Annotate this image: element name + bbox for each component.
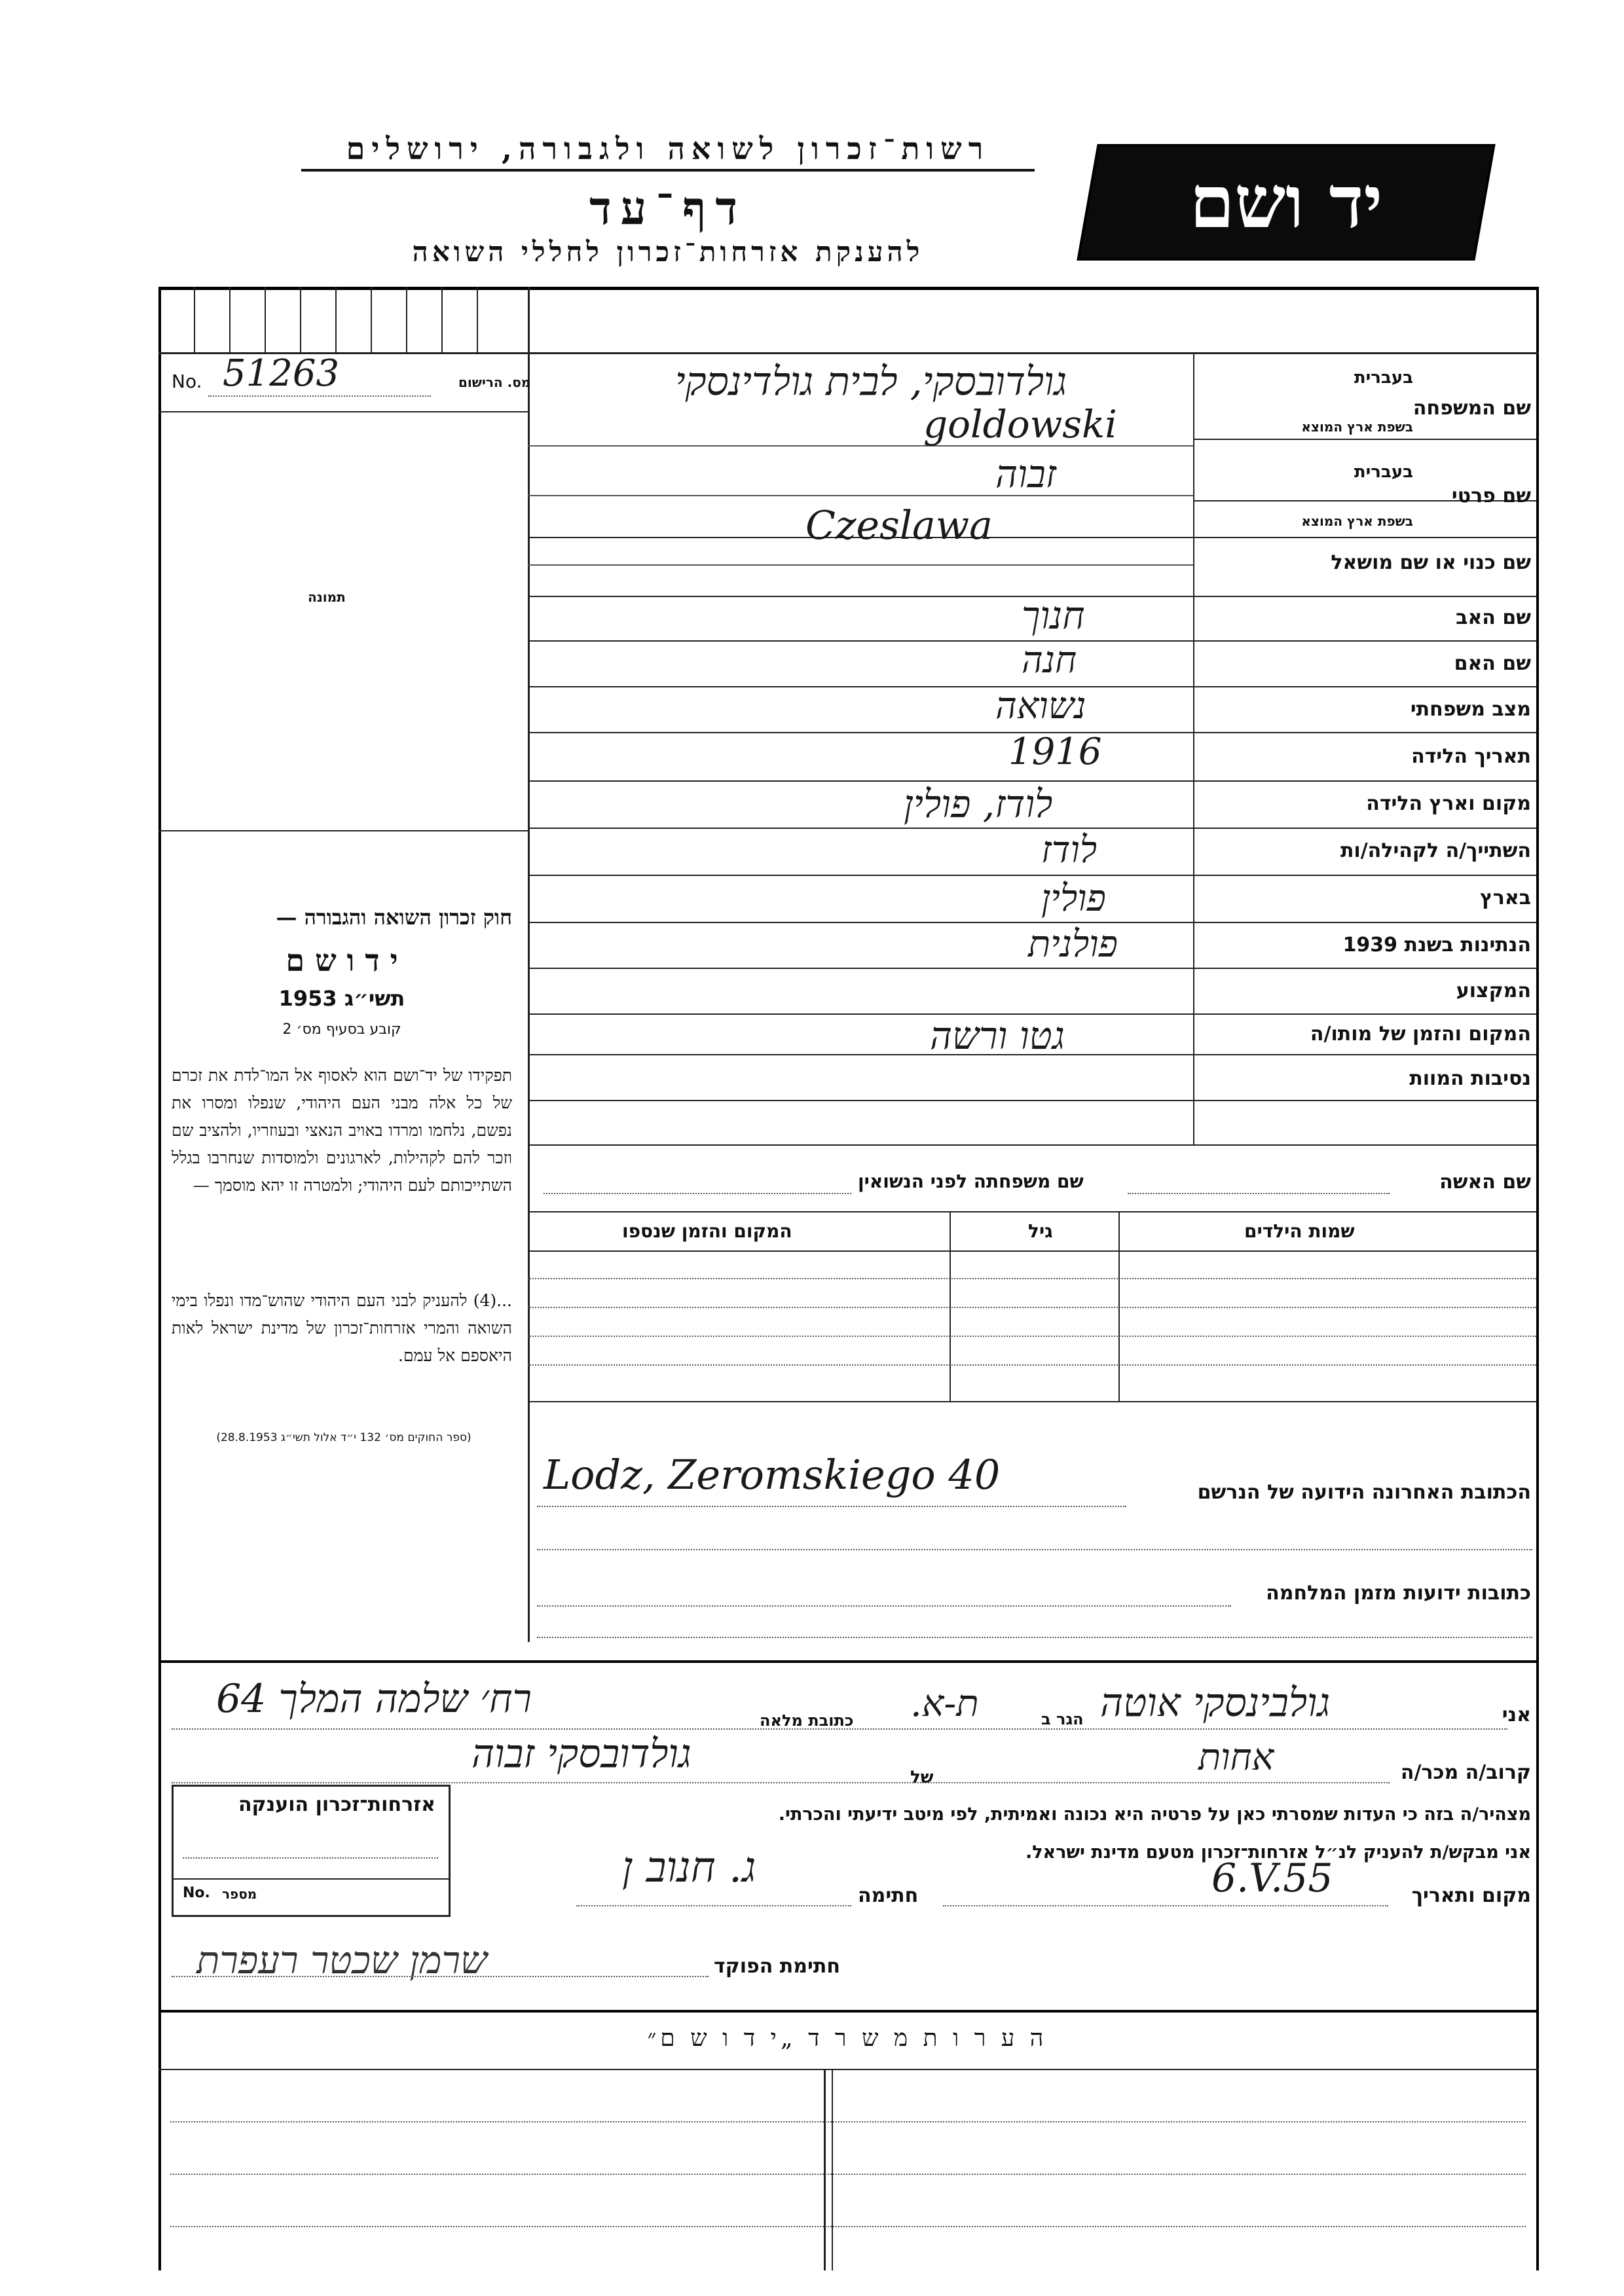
father-label: שם האב bbox=[1456, 606, 1531, 629]
family-name-hebrew-value: גולדובסקי, לבית גולדינסקי bbox=[674, 359, 1067, 405]
nickname-label: שם כנוי או שם מושאל bbox=[1331, 551, 1531, 574]
citizenship-value: פולנית bbox=[1028, 923, 1118, 966]
first-name-native-value: Czeslawa bbox=[805, 503, 993, 549]
declarant-city-value: ת-א. bbox=[910, 1683, 979, 1725]
first-name-label: שם פרטי bbox=[1451, 484, 1531, 507]
country-label: בארץ bbox=[1479, 886, 1531, 909]
grant-box bbox=[172, 1785, 451, 1917]
death-cause-label: נסיבות המוות bbox=[1409, 1067, 1531, 1090]
family-name-label: שם המשפחה bbox=[1412, 397, 1531, 420]
family-name-native-value: goldowski bbox=[923, 402, 1117, 446]
law-paragraph-1: תפקידו של יד־ושם הוא לאסוף אל המו־לדת את זכרם של כל אלה מבני העם היהודי, שנפלו ומסרו את נפשם, נלחמו ומרדו באויב הנאצי ובעוזריו, ולהציב שם וזכר להם לקהילות, לארגונים ולמוסדות שנחרבו בגלל השתייכותם לעם היהודי; ולמטרה זו יהא מוסמך — bbox=[172, 1066, 512, 1195]
death-value: גטו ורשה bbox=[930, 1013, 1065, 1058]
declarant-name-value: גולבינסקי אוטה bbox=[1100, 1680, 1331, 1726]
registration-number: 51263 bbox=[223, 352, 340, 395]
grant-box-he-label: מספר bbox=[222, 1886, 257, 1902]
yad-vashem-logo bbox=[1077, 144, 1495, 261]
death-label: המקום והזמן של מותו/ה bbox=[1310, 1023, 1531, 1046]
grant-box-title: אזרחות־זכרון הוענקה bbox=[238, 1793, 435, 1816]
declarant-of-value: גולדובסקי זבוה bbox=[471, 1731, 692, 1777]
request-text: אני מבקש/ת להעניק לנ״ל אזרחות־זכרון מטעם מדינת ישראל. bbox=[1025, 1842, 1531, 1863]
declarant-ani-label: אני bbox=[1502, 1704, 1531, 1726]
declaration-text: מצהיר/ה בזה כי העדות שמסרתי כאן על פרטיה היא נכונה ואמיתית, לפי מיטב ידיעתי והכרתי. bbox=[778, 1804, 1531, 1825]
registration-no-label: No. bbox=[172, 371, 202, 392]
family-name-sub-native: בשפת ארץ המוצא bbox=[1301, 419, 1413, 435]
officer-signature-value: שרמן שכטר רעפרת bbox=[196, 1938, 488, 1982]
last-address-value: Lodz, Zeromskiego 40 bbox=[544, 1451, 1001, 1499]
war-address-label: כתובות ידועות מזמן המלחמה bbox=[1266, 1582, 1531, 1605]
declarant-resides-label: הגר ב bbox=[1041, 1710, 1084, 1728]
mother-label: שם האם bbox=[1454, 652, 1531, 675]
community-value: לודז bbox=[1041, 829, 1098, 871]
birth-place-label: מקום וארץ הלידה bbox=[1366, 792, 1531, 815]
law-section: קובע בסעיף מס׳ 2 bbox=[282, 1021, 401, 1038]
birth-date-label: תאריך הלידה bbox=[1411, 745, 1531, 768]
logo-text: יד ושם bbox=[1189, 160, 1383, 244]
community-label: השתייך/ה לקהילה/ות bbox=[1340, 839, 1531, 862]
country-value: פולין bbox=[1041, 877, 1106, 920]
birth-place-value: לודז, פולין bbox=[904, 782, 1053, 826]
signature-label: חתימה bbox=[858, 1884, 919, 1907]
children-place-header: המקום והזמן שנספו bbox=[622, 1220, 792, 1242]
profession-label: המקצוע bbox=[1456, 979, 1531, 1002]
father-value: חנוך bbox=[1022, 593, 1085, 638]
place-date-value: 6.V.55 bbox=[1211, 1855, 1333, 1901]
marital-status-label: מצב משפחתי bbox=[1410, 698, 1531, 721]
wife-label: שם האשה bbox=[1439, 1171, 1531, 1194]
law-citation: (ספר החוקים מס׳ 132 י״ד אלול תשי״ג 28.8.1953) bbox=[216, 1431, 471, 1444]
declarant-address-value: רח׳ שלמה המלך 64 bbox=[216, 1676, 532, 1722]
declarant-relation-label: קרוב/ה מכר/ה bbox=[1400, 1761, 1531, 1784]
header-line3: להענקת אזרחות־זכרון לחללי השואה bbox=[412, 236, 924, 268]
declarant-address-label: כתובת מלאה bbox=[760, 1711, 854, 1730]
office-notes-title: ה ע ר ו ת מ ש ר ד „י ד ו ש ם״ bbox=[647, 2025, 1048, 2052]
first-name-sub-native: בשפת ארץ המוצא bbox=[1301, 513, 1413, 529]
last-address-label: הכתובת האחרונה הידועה של הנרשם bbox=[1197, 1481, 1531, 1504]
marital-status-value: נשואה bbox=[995, 685, 1086, 727]
declarant-relation-value: אחות bbox=[1198, 1736, 1274, 1779]
first-name-hebrew-value: זבוה bbox=[995, 452, 1056, 496]
children-names-header: שמות הילדים bbox=[1244, 1220, 1355, 1242]
page-title: דף־עד bbox=[589, 181, 747, 235]
children-age-header: גיל bbox=[1028, 1220, 1053, 1242]
signature-value: ג. חנוב ן bbox=[622, 1844, 756, 1892]
maiden-name-label: שם משפחתה לפני הנשואין bbox=[858, 1171, 1084, 1192]
law-name: י ד ו ש ם bbox=[286, 943, 398, 978]
law-paragraph-2: ...(4) להעניק לבני העם היהודי שהוש־מדו ונפלו בימי השואה והמרי אזרחות־זכרון של מדינת ישראל לאות היאספם אל עמם. bbox=[172, 1291, 512, 1365]
place-date-label: מקום ותאריך bbox=[1411, 1884, 1531, 1907]
registration-he-label: מס. הרישום bbox=[458, 374, 531, 390]
photo-label: תמונה bbox=[308, 589, 346, 605]
declarant-of-label: של bbox=[910, 1768, 934, 1787]
citizenship-label: הנתינות בשנת 1939 bbox=[1342, 934, 1531, 957]
family-name-sub-hebrew: בעברית bbox=[1354, 368, 1413, 388]
law-title: חוק זכרון השואה והגבורה — bbox=[276, 905, 512, 930]
first-name-sub-hebrew: בעברית bbox=[1354, 462, 1413, 482]
header-line1: רשות־זכרון לשואה ולגבורה, ירושלים bbox=[301, 131, 1035, 172]
mother-value: חנה bbox=[1022, 639, 1077, 682]
birth-date-value: 1916 bbox=[1008, 731, 1102, 773]
law-year: תשי״ג 1953 bbox=[278, 986, 405, 1011]
grant-box-no-label: No. bbox=[183, 1885, 210, 1901]
officer-signature-label: חתימת הפוקד bbox=[714, 1955, 840, 1978]
